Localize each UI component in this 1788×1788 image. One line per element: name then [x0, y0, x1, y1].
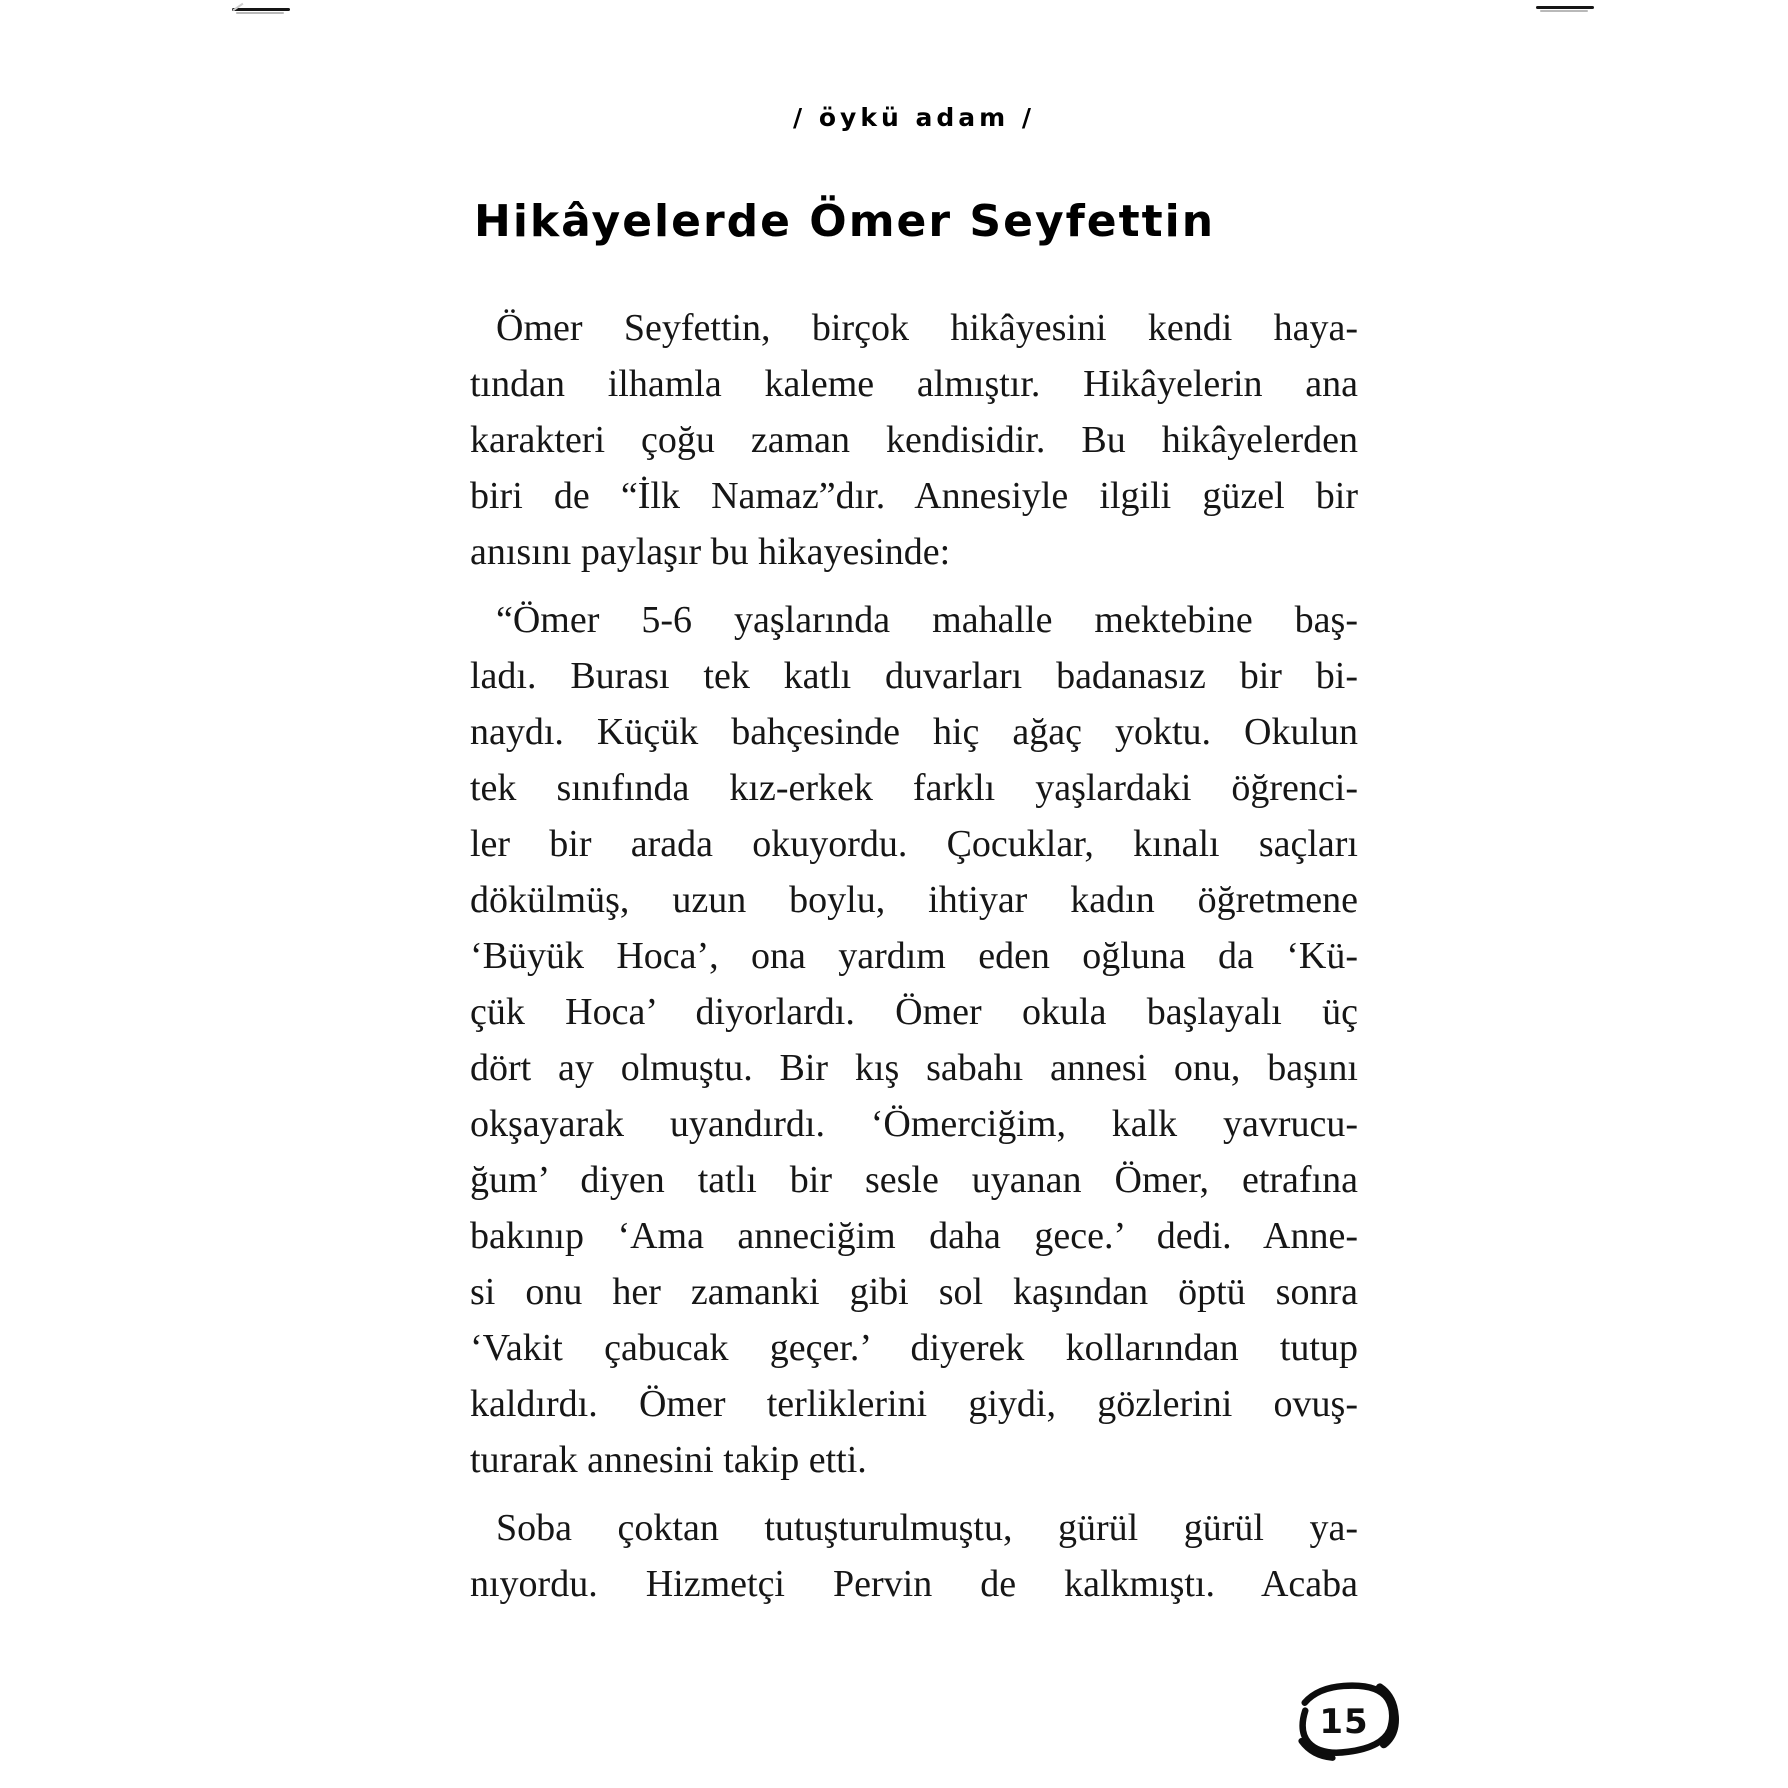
- text-line: ‘Vakit çabucak geçer.’ diyerek kollarından tutup: [470, 1327, 1358, 1369]
- text-line: karakteri çoğu zaman kendisidir. Bu hikâyelerden: [470, 419, 1358, 461]
- text-line: dört ay olmuştu. Bir kış sabahı annesi onu, başını: [470, 1047, 1358, 1089]
- text-line: anısını paylaşır bu hikayesinde:: [470, 531, 951, 573]
- text-line: nıyordu. Hizmetçi Pervin de kalkmıştı. Acaba: [470, 1563, 1358, 1605]
- text-line: tından ilhamla kaleme almıştır. Hikâyelerin ana: [470, 363, 1358, 405]
- chapter-title: Hikâyelerde Ömer Seyfettin: [474, 196, 1216, 247]
- paragraph: [470, 1500, 1358, 1612]
- paragraph: [470, 300, 1358, 580]
- text-line: dökülmüş, uzun boylu, ihtiyar kadın öğretmene: [470, 879, 1358, 921]
- text-line: si onu her zamanki gibi sol kaşından öptü sonra: [470, 1271, 1358, 1313]
- text-line: okşayarak uyandırdı. ‘Ömerciğim, kalk yavrucu-: [470, 1103, 1358, 1145]
- text-line: çük Hoca’ diyorlardı. Ömer okula başlayalı üç: [470, 991, 1358, 1033]
- text-line: ğum’ diyen tatlı bir sesle uyanan Ömer, etrafına: [470, 1159, 1358, 1201]
- text-line: naydı. Küçük bahçesinde hiç ağaç yoktu. Okulun: [470, 711, 1358, 753]
- page-number-badge: [1292, 1678, 1408, 1774]
- text-line: Ömer Seyfettin, birçok hikâyesini kendi haya-: [496, 307, 1358, 349]
- page-number: 15: [1319, 1702, 1369, 1742]
- running-header: / öykü adam /: [793, 103, 1035, 132]
- text-line: ladı. Burası tek katlı duvarları badanasız bir bi-: [470, 655, 1358, 697]
- text-line: turarak annesini takip etti.: [470, 1439, 867, 1481]
- text-line: Soba çoktan tutuşturulmuştu, gürül gürül ya-: [496, 1507, 1358, 1549]
- body-text: [470, 300, 1358, 1612]
- text-line: “Ömer 5-6 yaşlarında mahalle mektebine baş-: [496, 599, 1358, 641]
- text-line: bakınıp ‘Ama anneciğim daha gece.’ dedi. Anne-: [470, 1215, 1358, 1257]
- text-line: ‘Büyük Hoca’, ona yardım eden oğluna da ‘Kü-: [470, 935, 1358, 977]
- paragraph: [470, 592, 1358, 1488]
- text-line: kaldırdı. Ömer terliklerini giydi, gözlerini ovuş-: [470, 1383, 1358, 1425]
- text-line: biri de “İlk Namaz”dır. Annesiyle ilgili güzel bir: [470, 475, 1358, 517]
- text-line: ler bir arada okuyordu. Çocuklar, kınalı saçları: [470, 823, 1358, 865]
- text-line: tek sınıfında kız-erkek farklı yaşlardaki öğrenci-: [470, 767, 1358, 809]
